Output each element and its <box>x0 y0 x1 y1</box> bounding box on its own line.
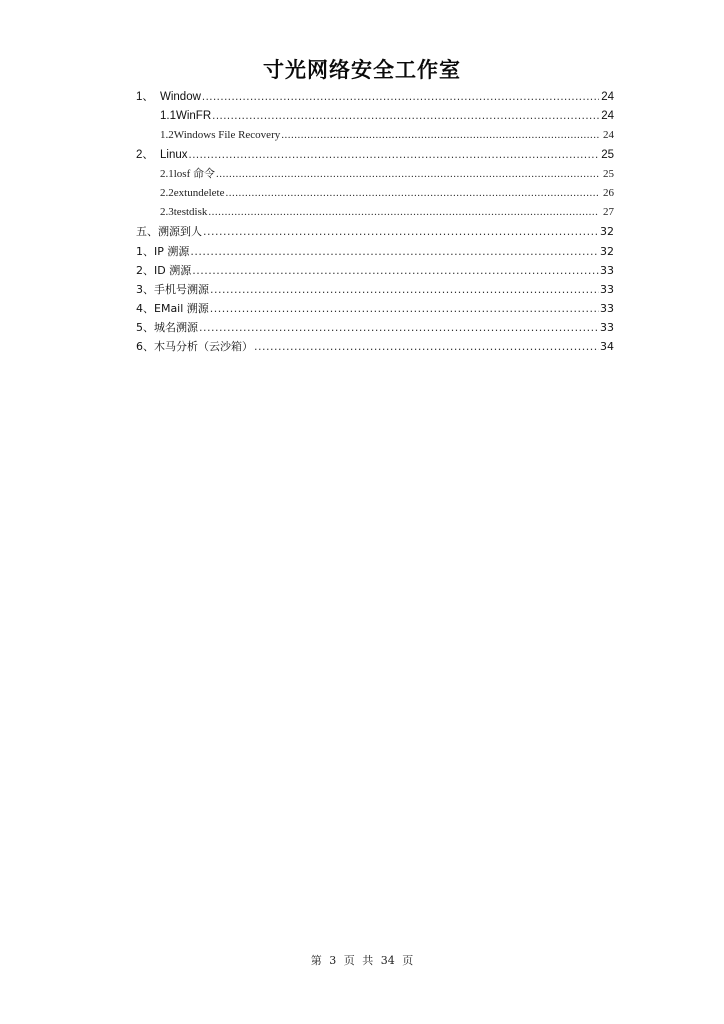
toc-entry-testdisk[interactable] <box>136 203 614 222</box>
toc-entry-label: 五、溯源到人 <box>136 225 202 239</box>
toc-entry-phone-trace[interactable] <box>136 280 614 299</box>
toc-page-number: 33 <box>600 321 614 335</box>
toc-dot-leader <box>254 337 599 356</box>
toc-entry-label: 1、IP 溯源 <box>136 244 190 258</box>
toc-page-number: 24 <box>601 110 614 123</box>
toc-entry-linux[interactable] <box>136 146 614 165</box>
toc-entry-label: 2.2extundelete <box>160 186 225 199</box>
toc-entry-label: Linux <box>160 148 188 161</box>
toc-page-number: 32 <box>600 225 614 239</box>
toc-dot-leader <box>216 165 599 184</box>
toc-entry-trace-to-person[interactable] <box>136 222 614 241</box>
toc-entry-label: 3、手机号溯源 <box>136 282 209 296</box>
toc-entry-windows-file-recovery[interactable] <box>136 126 614 145</box>
toc-page-number: 26 <box>603 186 614 199</box>
toc-page-number: 34 <box>600 340 614 354</box>
toc-dot-leader <box>203 222 599 241</box>
toc-page-number: 24 <box>603 129 614 142</box>
table-of-contents <box>136 88 614 357</box>
toc-entry-email-trace[interactable] <box>136 299 614 318</box>
toc-dot-leader <box>212 107 599 126</box>
toc-entry-label: 2.1losf 命令 <box>160 167 215 180</box>
toc-entry-id-trace[interactable] <box>136 261 614 280</box>
toc-dot-leader <box>208 203 599 222</box>
toc-dot-leader <box>210 299 599 318</box>
toc-entry-label: 6、木马分析（云沙箱） <box>136 340 253 354</box>
toc-dot-leader <box>210 280 599 299</box>
toc-entry-winfr[interactable] <box>136 107 614 126</box>
toc-page-number: 33 <box>600 263 614 277</box>
document-title: 寸光网络安全工作室 <box>263 58 461 82</box>
toc-entry-domain-trace[interactable] <box>136 318 614 337</box>
toc-entry-label: 4、EMail 溯源 <box>136 302 209 316</box>
toc-entry-number: 1、 <box>136 91 154 103</box>
toc-dot-leader <box>199 318 599 337</box>
toc-dot-leader <box>225 184 599 203</box>
toc-page-number: 24 <box>601 91 614 103</box>
toc-entry-label: 2.3testdisk <box>160 206 208 219</box>
toc-dot-leader <box>192 261 599 280</box>
toc-entry-label: 1.1WinFR <box>160 110 212 123</box>
toc-page-number: 32 <box>600 244 614 258</box>
toc-entry-losf[interactable] <box>136 165 614 184</box>
toc-dot-leader <box>190 242 599 261</box>
toc-page-number: 33 <box>600 282 614 296</box>
toc-entry-number: 2、 <box>136 148 154 161</box>
toc-entry-label: 1.2Windows File Recovery <box>160 129 281 142</box>
toc-entry-label: 5、城名溯源 <box>136 321 198 335</box>
toc-dot-leader <box>281 126 599 145</box>
toc-page-number: 27 <box>603 206 614 219</box>
toc-page-number: 25 <box>603 167 614 180</box>
toc-page-number: 33 <box>600 302 614 316</box>
toc-page-number: 25 <box>601 148 614 161</box>
toc-dot-leader <box>189 146 600 165</box>
toc-entry-trojan-analysis[interactable] <box>136 337 614 356</box>
toc-entry-extundelete[interactable] <box>136 184 614 203</box>
toc-entry-window[interactable] <box>136 88 614 107</box>
page-footer: 第 3 页 共 34 页 <box>310 954 414 967</box>
toc-entry-ip-trace[interactable] <box>136 242 614 261</box>
toc-dot-leader <box>202 88 599 107</box>
toc-entry-label: 2、ID 溯源 <box>136 263 192 277</box>
toc-entry-label: Window <box>160 91 201 103</box>
